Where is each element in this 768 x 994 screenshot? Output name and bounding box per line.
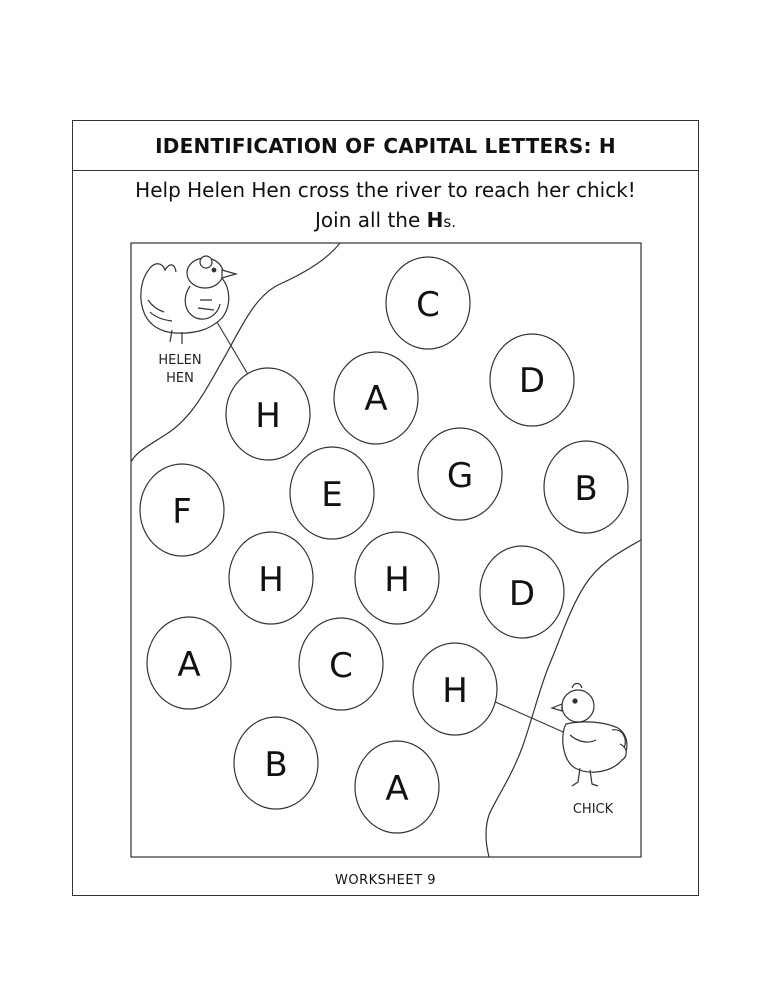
circle-letter: C: [329, 646, 353, 686]
instruction-letter: H: [426, 208, 444, 232]
circle-letter: H: [258, 560, 284, 600]
circle-letter: A: [177, 645, 201, 685]
circle-letter: A: [385, 769, 409, 809]
letter-circle[interactable]: [147, 617, 231, 709]
letter-circle[interactable]: [418, 428, 502, 520]
letter-circles: [140, 257, 628, 833]
hen-label-line-2: HEN: [166, 371, 194, 386]
circle-letter: H: [255, 396, 281, 436]
circle-letter: A: [364, 379, 388, 419]
circle-letter: D: [508, 574, 536, 614]
letter-circle[interactable]: [299, 618, 383, 710]
circle-letter: H: [384, 560, 410, 600]
letter-circle[interactable]: [234, 717, 318, 809]
letter-circle[interactable]: [226, 368, 310, 460]
instruction-suffix: s.: [443, 213, 456, 231]
instruction-prefix: Join all the: [315, 208, 427, 232]
letter-circle[interactable]: [290, 447, 374, 539]
letter-circle[interactable]: [386, 257, 470, 349]
circle-letter: B: [574, 469, 598, 509]
hen-label-line-1: HELEN: [158, 353, 202, 368]
chick-label: CHICK: [572, 802, 614, 817]
letter-circle[interactable]: [413, 643, 497, 735]
circle-letter: C: [416, 285, 440, 325]
letter-circle[interactable]: [334, 352, 418, 444]
circle-letter: E: [321, 475, 343, 515]
worksheet-footer: WORKSHEET 9: [335, 873, 436, 888]
circle-letter: H: [442, 671, 468, 711]
circle-letter: B: [264, 745, 288, 785]
letter-circle[interactable]: [140, 464, 224, 556]
letter-circle[interactable]: [544, 441, 628, 533]
letter-circle[interactable]: [480, 546, 564, 638]
instruction-line-1: Help Helen Hen cross the river to reach her chick!: [135, 178, 636, 202]
circle-letter: G: [446, 456, 474, 496]
worksheet-title: IDENTIFICATION OF CAPITAL LETTERS: H: [73, 121, 698, 171]
letter-circle[interactable]: [355, 741, 439, 833]
letter-circle[interactable]: [229, 532, 313, 624]
chick-icon: [552, 684, 627, 787]
circle-letter: D: [518, 361, 546, 401]
letter-circle[interactable]: [490, 334, 574, 426]
circle-letter: F: [172, 492, 192, 532]
letter-circle[interactable]: [355, 532, 439, 624]
